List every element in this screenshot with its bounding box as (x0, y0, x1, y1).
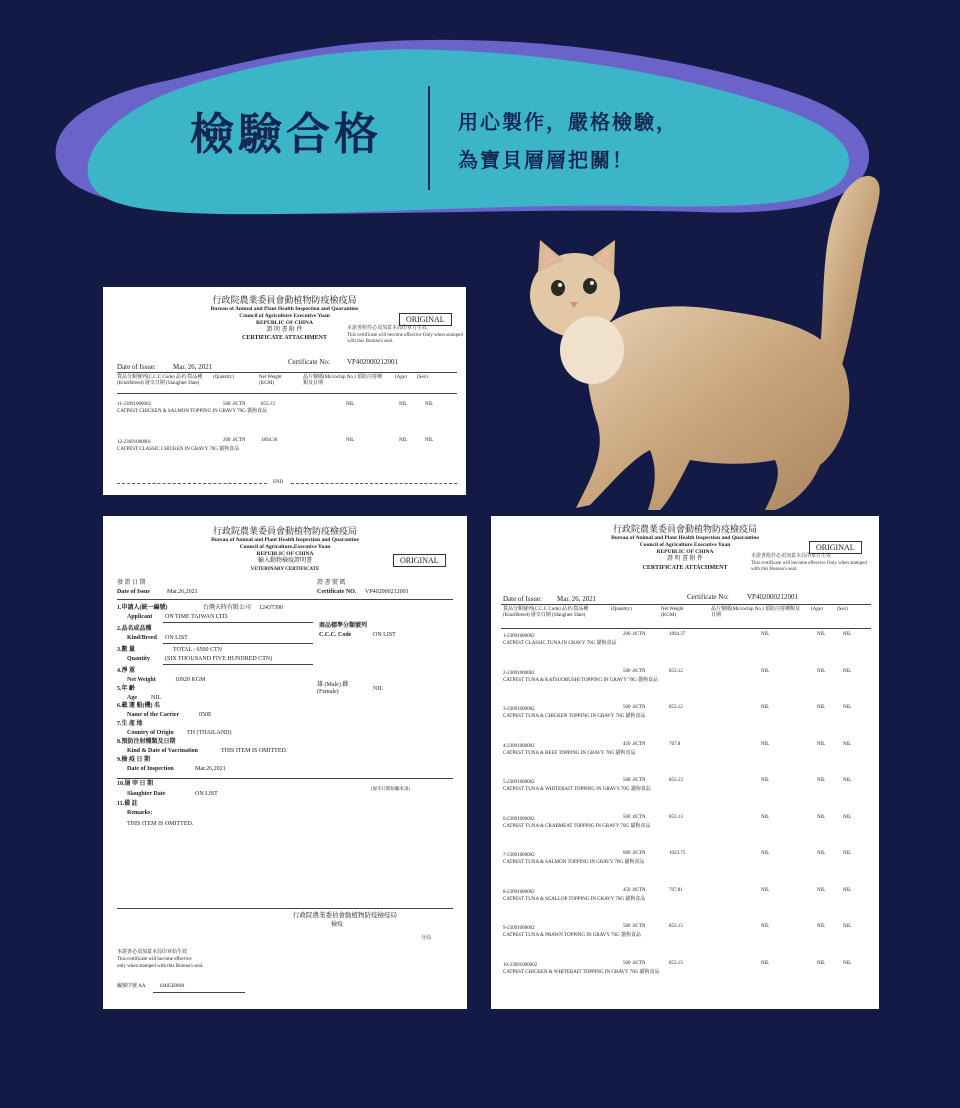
table-row-age: NIL (399, 438, 408, 443)
title-zh: 輸入動物檢疫證明書 (257, 558, 312, 564)
table-row-chip: NIL (761, 887, 770, 893)
original-stamp: ORIGINAL (393, 554, 446, 567)
table-row-desc: CATPEST TUNA & PRAWN TOPPING IN GRAVY 70G 貓狗食品 (503, 933, 641, 938)
col-qty: (Quantity) (213, 375, 234, 380)
table-row-sex: NIL (843, 924, 852, 929)
age-value: NIL (151, 695, 161, 701)
agency-en: Bureau of Animal and Plant Health Inspection and Quarantine (611, 535, 759, 541)
table-row-desc: CATPEST TUNA & BEEF TOPPING IN GRAVY 70G 貓狗食品 (503, 750, 636, 756)
table-row-qty: 500 .0CTN (623, 814, 646, 820)
quantity-label: Quantity (127, 656, 151, 662)
end-marker: END (273, 480, 284, 485)
col-sex: (Sex) (417, 375, 428, 380)
carrier-value: 050E (199, 712, 212, 718)
carrier-zh: 6.載 運 船(機) 名 (117, 703, 160, 709)
table-row-age: NIL (817, 741, 826, 747)
table-row-weight: 853.13 (669, 778, 683, 783)
table-row-sex: NIL (843, 851, 852, 856)
slaughter-zh: 10.屠 宰 日 期 (117, 781, 154, 787)
applicant-id: 12437390 (259, 605, 283, 611)
veterinary-certificate (103, 516, 467, 1009)
table-row-code: 9-23091000002 (503, 926, 535, 931)
cert-no-zh: 證 書 號 碼 (317, 580, 346, 586)
table-row-qty: 500 .0CTN (623, 705, 646, 710)
table-row-weight: 853.12 (669, 668, 683, 674)
table-row-weight: 853.13 (669, 960, 683, 966)
issue-date-label: Date of Issue (117, 589, 150, 595)
table-row-weight: 767.8 (669, 741, 681, 747)
cert-label: Certificate No: (687, 593, 729, 601)
age-label: Age (127, 695, 137, 701)
attachment-en: CERTIFICATE ATTACHMENT (242, 335, 327, 341)
table-row-qty: 600 .0CTN (623, 851, 646, 856)
table-row-desc: CATPEST CHICKEN & WHITEBAIT TOPPING IN GRAVY 70G 貓狗食品 (503, 969, 660, 975)
cert-number: VP402000212001 (747, 593, 798, 601)
agency-zh: 行政院農業委員會動植物防疫檢疫局 (212, 526, 357, 536)
cat-eye-left (551, 280, 565, 296)
effective-note-zh: 本證書附件必須加蓋本局印章方生效 (751, 554, 832, 559)
table-row-code: 11-23091000002 (117, 402, 151, 407)
attachment-en: CERTIFICATE ATTACHMENT (642, 565, 728, 571)
table-row-weight: 853.12 (669, 705, 683, 710)
serial-number: 10485E0084 (159, 984, 185, 989)
weight-label: Net Weight (127, 677, 156, 683)
weight-zh: 4.淨 重 (117, 668, 136, 674)
col-qty: (Quantity) (611, 607, 632, 612)
cat-illustration (520, 160, 900, 520)
table-row-chip: NIL (346, 438, 355, 443)
agency-en: Bureau of Animal and Plant Health Inspection and Quarantine (210, 306, 359, 312)
table-row-sex: NIL (843, 741, 852, 747)
table-row-sex: NIL (843, 960, 852, 966)
col-code: 貨品分類號列(C.C.C Code) 品名/貨品種(Kind/Breed) 屠宰日期 (Slaughter Date) (117, 375, 203, 386)
sex-label: 雄 (Male) 雌 (Female) (317, 682, 349, 695)
table-row-code: 8-23091000002 (503, 889, 535, 895)
table-row-desc: CATPEST CHICKEN & SALMON TOPPING IN GRAVY 70G 貓狗食品 (117, 409, 268, 414)
table-row-code: 7-23091000002 (503, 853, 535, 858)
title-en: VETERINARY CERTIFICATE (250, 567, 320, 572)
table-row-age: NIL (399, 402, 408, 407)
table-row-qty: 500 .0CTN (623, 924, 646, 929)
table-row-desc: CATPEST TUNA & CHICKEN TOPPING IN GRAVY 70G 貓狗食品 (503, 714, 646, 719)
inspection-date: Mar.26,2021 (195, 766, 226, 772)
applicant-name-zh: 台灣天時有限公司 (203, 605, 252, 611)
ccc-zh: 商品標準分類號列 (319, 623, 368, 629)
banner-divider (428, 86, 430, 190)
table-row-code: 1-23091000002 (503, 634, 535, 639)
table-row-chip: NIL (761, 705, 770, 710)
table-row-chip: NIL (761, 778, 770, 783)
certificate-attachment-top (103, 287, 466, 495)
table-row-chip: NIL (761, 924, 770, 929)
table-row-qty: 500 .0CTN (623, 960, 646, 966)
certificate-attachment-right (491, 516, 879, 1009)
table-row-code: 3-23091000002 (503, 707, 535, 712)
table-row-desc: CATPEST TUNA & WHITEBAIT TOPPING IN GRAVY 70G 貓狗食品 (503, 787, 651, 792)
weight-value: 10920 KGM (175, 677, 206, 683)
cat-tail (820, 176, 880, 365)
issue-date: Mar. 26, 2021 (173, 363, 213, 371)
table-row-qty: 450 .0CTN (623, 887, 646, 893)
vaccination-label: Kind & Date of Vaccination (127, 748, 199, 754)
agency-en: Bureau of Animal and Plant Health Inspection and Quarantine (211, 537, 359, 543)
issue-date: Mar.26,2021 (167, 589, 198, 595)
table-row-chip: NIL (761, 851, 770, 856)
table-row-sex: NIL (843, 632, 852, 637)
table-row-desc: CATPEST CLASSIC TUNA IN GRAVY 70G 貓狗食品 (503, 641, 617, 646)
agency-zh: 行政院農業委員會動植物防疫檢疫局 (212, 295, 357, 305)
vaccination-zh: 8.預防注射種類及日期 (117, 739, 176, 745)
table-row-age: NIL (817, 851, 826, 856)
table-row-code: 4-23091000002 (503, 743, 535, 749)
remarks-label: Remarks: (127, 810, 153, 816)
table-row-code: 5-23091000002 (503, 780, 535, 785)
country: REPUBLIC OF CHINA (256, 551, 314, 557)
table-row-weight: 767.81 (669, 887, 683, 893)
table-row-age: NIL (817, 814, 826, 820)
country: REPUBLIC OF CHINA (256, 320, 313, 326)
cat-chest (560, 316, 624, 384)
origin-value: TH (THAILAND) (187, 730, 232, 736)
table-row-chip: NIL (346, 402, 355, 407)
table-row-sex: NIL (843, 814, 852, 820)
col-weight: Net Weight (KGM) (259, 375, 282, 386)
subtitle-line-2: 為寶貝層層把關！ (458, 148, 634, 172)
quantity-words: (SIX THOUSAND FIVE HUNDRED CTN) (165, 656, 273, 662)
table-row-sex: NIL (843, 705, 852, 710)
effective-note-en: This certificate will become effective Only when stamped with this Bureau's seal. (751, 561, 867, 572)
original-stamp: ORIGINAL (399, 313, 452, 326)
slaughter-value: ON LIST (195, 791, 218, 797)
age-zh: 5.年 齡 (117, 686, 136, 692)
issue-date-zh: 發 證 日 期 (117, 580, 146, 586)
cert-no-label: Certificate NO. (317, 589, 357, 595)
table-row-weight: 1894.30 (261, 438, 278, 443)
headline: 檢驗合格 (190, 109, 382, 160)
cert-label: Certificate No: (288, 358, 330, 366)
table-row-qty: 200 .0CTN (623, 632, 646, 637)
table-row-qty: 500 .0CTN (623, 668, 646, 674)
origin-zh: 7.生 產 地 (117, 721, 143, 727)
inspection-zh: 9.檢 疫 日 期 (117, 757, 151, 763)
original-stamp: ORIGINAL (809, 541, 862, 554)
serial-label: 編號序號 AA (117, 984, 146, 989)
table-row-weight: 853.13 (261, 402, 275, 407)
remarks-zh: 11.備 註 (117, 801, 138, 807)
table-row-age: NIL (817, 778, 826, 783)
table-row-qty: 500 .0CTN (623, 778, 646, 783)
attachment-zh: 證 明 書 附 件 (266, 327, 303, 333)
col-age: (Age) (811, 607, 823, 612)
table-row-chip: NIL (761, 814, 770, 820)
table-row-weight: 1023.75 (669, 851, 686, 856)
table-row-code: 6-23091000002 (503, 816, 535, 822)
table-row-desc: CATPEST TUNA & KATSUOBUSHI TOPPING IN GRAVY 70G 貓狗食品 (503, 677, 658, 683)
table-row-qty: 200 .0CTN (223, 438, 246, 443)
table-row-weight: 853.13 (669, 814, 683, 820)
cert-number: VP402000212001 (365, 589, 409, 595)
carrier-label: Name of the Carrier (127, 712, 180, 718)
col-chip: 晶片號碼(Microchip No.) 預防注射種類及日期 (303, 375, 383, 386)
signature-agency: 行政院農業委員會動植物防疫檢疫局 (293, 912, 397, 919)
col-age: (Age) (395, 375, 407, 380)
table-row-desc: CATPEST CLASSIC CHICKEN IN GRAVY 70G 貓狗食品 (117, 447, 240, 452)
applicant-name: ON TIME TAIWAN LTD. (165, 614, 229, 620)
table-row-weight: 853.13 (669, 924, 683, 929)
table-row-chip: NIL (761, 668, 770, 674)
branch-label: 分局 (421, 936, 432, 941)
council: Council of Agriculture Executive Yuan (639, 542, 731, 548)
table-row-age: NIL (817, 887, 826, 893)
table-row-chip: NIL (761, 741, 770, 747)
table-row-chip: NIL (761, 960, 770, 966)
sex-value: NIL (373, 686, 383, 692)
table-row-chip: NIL (761, 632, 770, 637)
effective-zh: 本證書必須加蓋本局印章始生效 (117, 950, 188, 955)
table-row-sex: NIL (843, 887, 852, 893)
slaughter-note: (屠宰日期如屬本項) (371, 786, 410, 791)
table-row-age: NIL (817, 705, 826, 710)
table-row-code: 2-23091000002 (503, 670, 535, 676)
council: Council of Agriculture,Executive Yuan (239, 544, 331, 550)
table-row-age: NIL (817, 924, 826, 929)
date-label: Date of Issue: (117, 363, 156, 371)
table-row-age: NIL (817, 632, 826, 637)
table-row-age: NIL (817, 960, 826, 966)
table-row-age: NIL (817, 668, 826, 674)
col-weight: Net Weight (KGM) (661, 607, 684, 618)
table-row-sex: NIL (843, 778, 852, 783)
cert-number: VP402000212001 (347, 358, 398, 366)
table-row-qty: 450 .0CTN (623, 741, 646, 747)
ccc-value: ON LIST (373, 632, 396, 638)
kind-label: Kind/Breed (127, 635, 157, 641)
table-row-code: 10-23091000002 (503, 962, 538, 968)
effective-en-2: only when stamped with this Bureau's seal. (117, 964, 204, 969)
agency-zh: 行政院農業委員會動植物防疫檢疫局 (612, 524, 757, 534)
vaccination-value: THIS ITEM IS OMITTED. (221, 748, 288, 754)
ccc-label: C.C.C. Code (319, 632, 352, 638)
date-label: Date of Issue: (503, 595, 542, 603)
table-row-code: 12-23091000001 (117, 440, 152, 445)
signature-sub: 檢疫 (331, 922, 344, 928)
inspection-label: Date of Inspection (127, 766, 174, 772)
table-row-desc: CATPEST TUNA & SCALLOP TOPPING IN GRAVY 70G 貓狗食品 (503, 896, 646, 902)
applicant-label: Applicant (127, 614, 153, 620)
kind-zh: 2.品名或品種 (117, 626, 152, 632)
origin-label: Country of Origin (127, 730, 174, 736)
country: REPUBLIC OF CHINA (656, 549, 714, 555)
subtitle-line-1: 用心製作，嚴格檢驗， (458, 110, 678, 134)
quantity-zh: 3.數 量 (117, 647, 136, 653)
col-sex: (Sex) (837, 607, 848, 612)
table-row-weight: 1894.37 (669, 632, 686, 637)
table-row-desc: CATPEST TUNA & SALMON TOPPING IN GRAVY 70G 貓狗食品 (503, 860, 645, 865)
table-row-qty: 500 .0CTN (223, 402, 246, 407)
table-row-sex: NIL (425, 402, 434, 407)
applicant-zh: 1.申請人(統一編號) (117, 605, 168, 611)
issue-date: Mar. 26, 2021 (557, 595, 597, 603)
kind-value: ON LIST (165, 635, 188, 641)
remarks-value: THIS ITEM IS OMITTED. (127, 821, 194, 827)
effective-note-en: This certificate will become effective Only when stamped with this Bureau's seal. (347, 333, 463, 344)
quantity-total: TOTAL : 6500 CTN (173, 647, 223, 653)
cat-eye-right (583, 278, 597, 294)
table-row-sex: NIL (425, 438, 434, 443)
effective-en-1: This certificate will become effective (117, 957, 192, 962)
effective-note-zh: 本證書附件必須加蓋本局印章方生效 (347, 326, 428, 331)
council: Council of Agriculture Executive Yuan (239, 313, 330, 319)
table-row-desc: CATPEST TUNA & CRABMEAT TOPPING IN GRAVY 70G 貓狗食品 (503, 823, 651, 829)
col-chip: 晶片號碼(Microchip No.) 預防注射種類及日期 (711, 607, 801, 618)
attachment-zh: 證 明 書 附 件 (666, 556, 703, 562)
col-code: 貨品分類號列(C.C.C Code) 品名/貨品種(Kind/Breed) 屠宰日期 (Slaughter Date) (503, 607, 589, 618)
table-row-sex: NIL (843, 668, 852, 674)
slaughter-label: Slaughter Date (127, 791, 166, 797)
